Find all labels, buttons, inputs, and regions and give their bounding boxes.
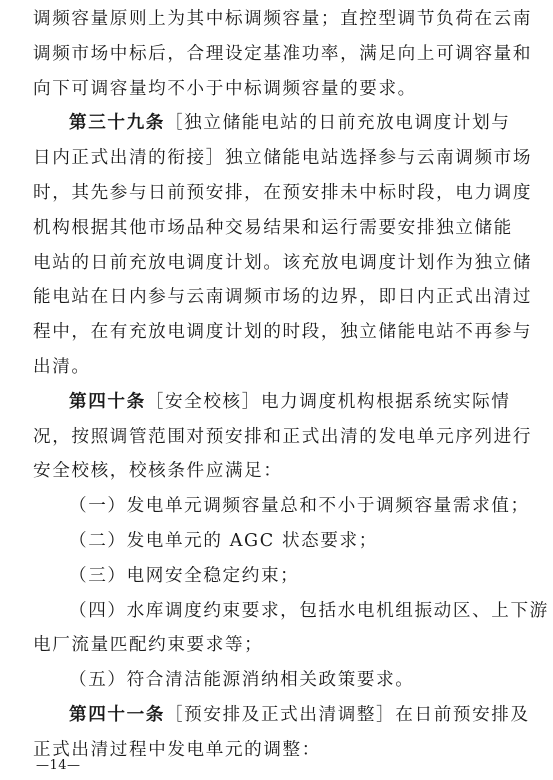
text-line: 程中，在有充放电调度计划的时段，独立储能电站不再参与 (33, 322, 533, 343)
article-heading: 第四十一条 (69, 703, 165, 725)
text-line: 调频市场中标后，合理设定基准功率，满足向上可调容量和 (33, 43, 533, 64)
text-line: 日内正式出清的衔接］独立储能电站选择参与云南调频市场 (33, 148, 533, 169)
article-41-first-line (33, 698, 530, 733)
text-line: 出清。 (33, 356, 91, 377)
list-item: （五）符合清洁能源消纳相关政策要求。 (69, 670, 415, 691)
article-40-first-line (33, 385, 519, 420)
text-line: 时，其先参与日前预安排，在预安排未中标时段，电力调度 (33, 182, 533, 203)
list-item: （四）水库调度约束要求，包括水电机组振动区、上下游 (69, 600, 549, 621)
text-line: ［独立储能电站的日前充放电调度计划与 (164, 113, 511, 134)
list-item: （二）发电单元的 AGC 状态要求； (69, 530, 378, 551)
text-line: 机构根据其他市场品种交易结果和运行需要安排独立储能 (33, 217, 513, 238)
text-line: 能电站在日内参与云南调频市场的边界，即日内正式出清过 (33, 287, 533, 308)
article-heading: 第四十条 (69, 390, 146, 412)
article-39-first-line (33, 106, 519, 141)
text-line: 电厂流量匹配约束要求等； (33, 635, 264, 656)
page-number: —14— (36, 758, 81, 773)
text-line: 电站的日前充放电调度计划。该充放电调度计划作为独立储 (33, 252, 533, 273)
article-heading: 第三十九条 (69, 112, 165, 134)
text-line: ［预安排及正式出清调整］在日前预安排及 (164, 704, 530, 725)
text-line: ［安全校核］电力调度机构根据系统实际情 (145, 391, 511, 412)
text-line: 向下可调容量均不小于中标调频容量的要求。 (33, 78, 417, 99)
document-body (33, 2, 549, 768)
text-line: 安全校核，校核条件应满足： (33, 461, 283, 482)
text-line: 况，按照调管范围对预安排和正式出清的发电单元序列进行 (33, 426, 533, 447)
text-line: 正式出清过程中发电单元的调整： (33, 739, 321, 760)
list-item: （三）电网安全稳定约束； (69, 565, 300, 586)
list-item: （一）发电单元调频容量总和不小于调频容量需求值； (69, 496, 530, 517)
text-line: 调频容量原则上为其中标调频容量；直控型调节负荷在云南 (33, 9, 533, 29)
